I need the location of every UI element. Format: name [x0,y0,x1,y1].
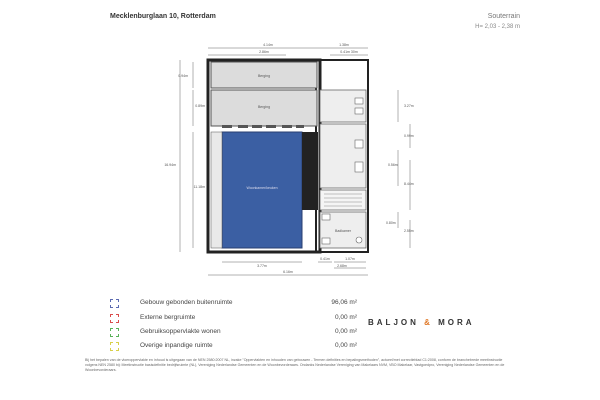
left-corridor [211,132,222,248]
legend-swatch-blue [110,299,119,308]
dim-bottom-1: 3.77m [257,264,267,268]
dim-left-main: 11.18m [193,185,205,189]
brand-left: BALJON [368,318,419,327]
dim-top-right: 1.38m [339,43,349,47]
legend-label: Gebruiksoppervlakte wonen [140,328,221,335]
room-hall-label: Berging [257,105,271,109]
legend-value: 0,00 m² [334,328,357,335]
legend-label: Externe bergruimte [140,314,196,321]
legend-row [110,327,360,339]
floor-level-label: Souterrain [487,13,520,20]
right-dimension-lines [398,90,410,248]
dim-bottom-total: 6.16m [283,270,293,274]
legend-value: 0,00 m² [334,314,357,321]
legend-row [110,313,360,325]
room-storage-label: Berging [257,74,271,78]
dim-left-total: 16.94m [164,163,176,167]
dim-right-1: 3.27m [404,104,414,108]
dim-left-mid: 0.89m [195,104,205,108]
legend-label: Gebouw gebonden buitenruimte [140,299,233,306]
disclaimer-text: Bij het bepalen van de vloeroppervlakte en inhoud is uitgegaan van de NEN 2580:2007 NL, inzake "Oppervlakten en inhouden van gebouwen - Termen definities en bepalingsmethoden", actueel/met correctieblad C1:2008, conform de branchebrede meetinstructie volgens NEN 2580 bij: Meetinstructie basisdefinitie bedrijfsruimte (NL), Vereniging Nederlandse Gemeenten en de Woonbevorderaars. Ondanks Nederlandse Vereniging van Makelaars NVM, VBO Makelaar, Vastgoedpro, Vereniging Nederlandse Gemeenten en de Woonbevorderaars. [85,358,505,372]
dim-top-total: 4.14m [263,43,273,47]
ceiling-height-label: H= 2,03 - 2,38 m [475,24,520,30]
brand-ampersand: & [424,318,433,327]
left-dimension-lines [180,60,193,252]
dim-left-upper: 0.94m [178,74,188,78]
legend-swatch-red [110,314,119,323]
dim-right-6: 2.55m [404,229,414,233]
dim-bottom-2: 0.41m [320,257,330,261]
legend-swatch-yellow [110,342,119,351]
brand-logo [368,318,475,327]
legend-swatch-green [110,328,119,337]
dim-bottom-3: 1.07m [345,257,355,261]
property-address: Mecklenburglaan 10, Rotterdam [110,13,216,20]
legend-value: 96,06 m² [331,299,357,306]
dim-right-4: 8.44m [404,182,414,186]
legend-value: 0,00 m² [334,342,357,349]
dim-top-left: 2.86m [259,50,269,54]
interior-wall [302,132,318,210]
legend-label: Overige inpandige ruimte [140,342,213,349]
room-right-upper [320,90,366,122]
legend-row [110,298,360,310]
dim-right-5: 0.80m [386,221,396,225]
room-living-label: Woonkamer/keuken [246,186,278,190]
room-bath-label: Badkamer [335,229,351,233]
legend-row [110,341,360,353]
dim-bottom-4: 2.68m [337,264,347,268]
room-living [222,132,302,248]
dim-top-right2: 0.41m 30m [340,50,358,54]
dim-right-2: 0.99m [404,134,414,138]
dim-right-3: 0.56m [388,163,398,167]
room-right-middle [320,124,366,188]
stairs [320,190,366,210]
brand-right: MORA [438,318,475,327]
